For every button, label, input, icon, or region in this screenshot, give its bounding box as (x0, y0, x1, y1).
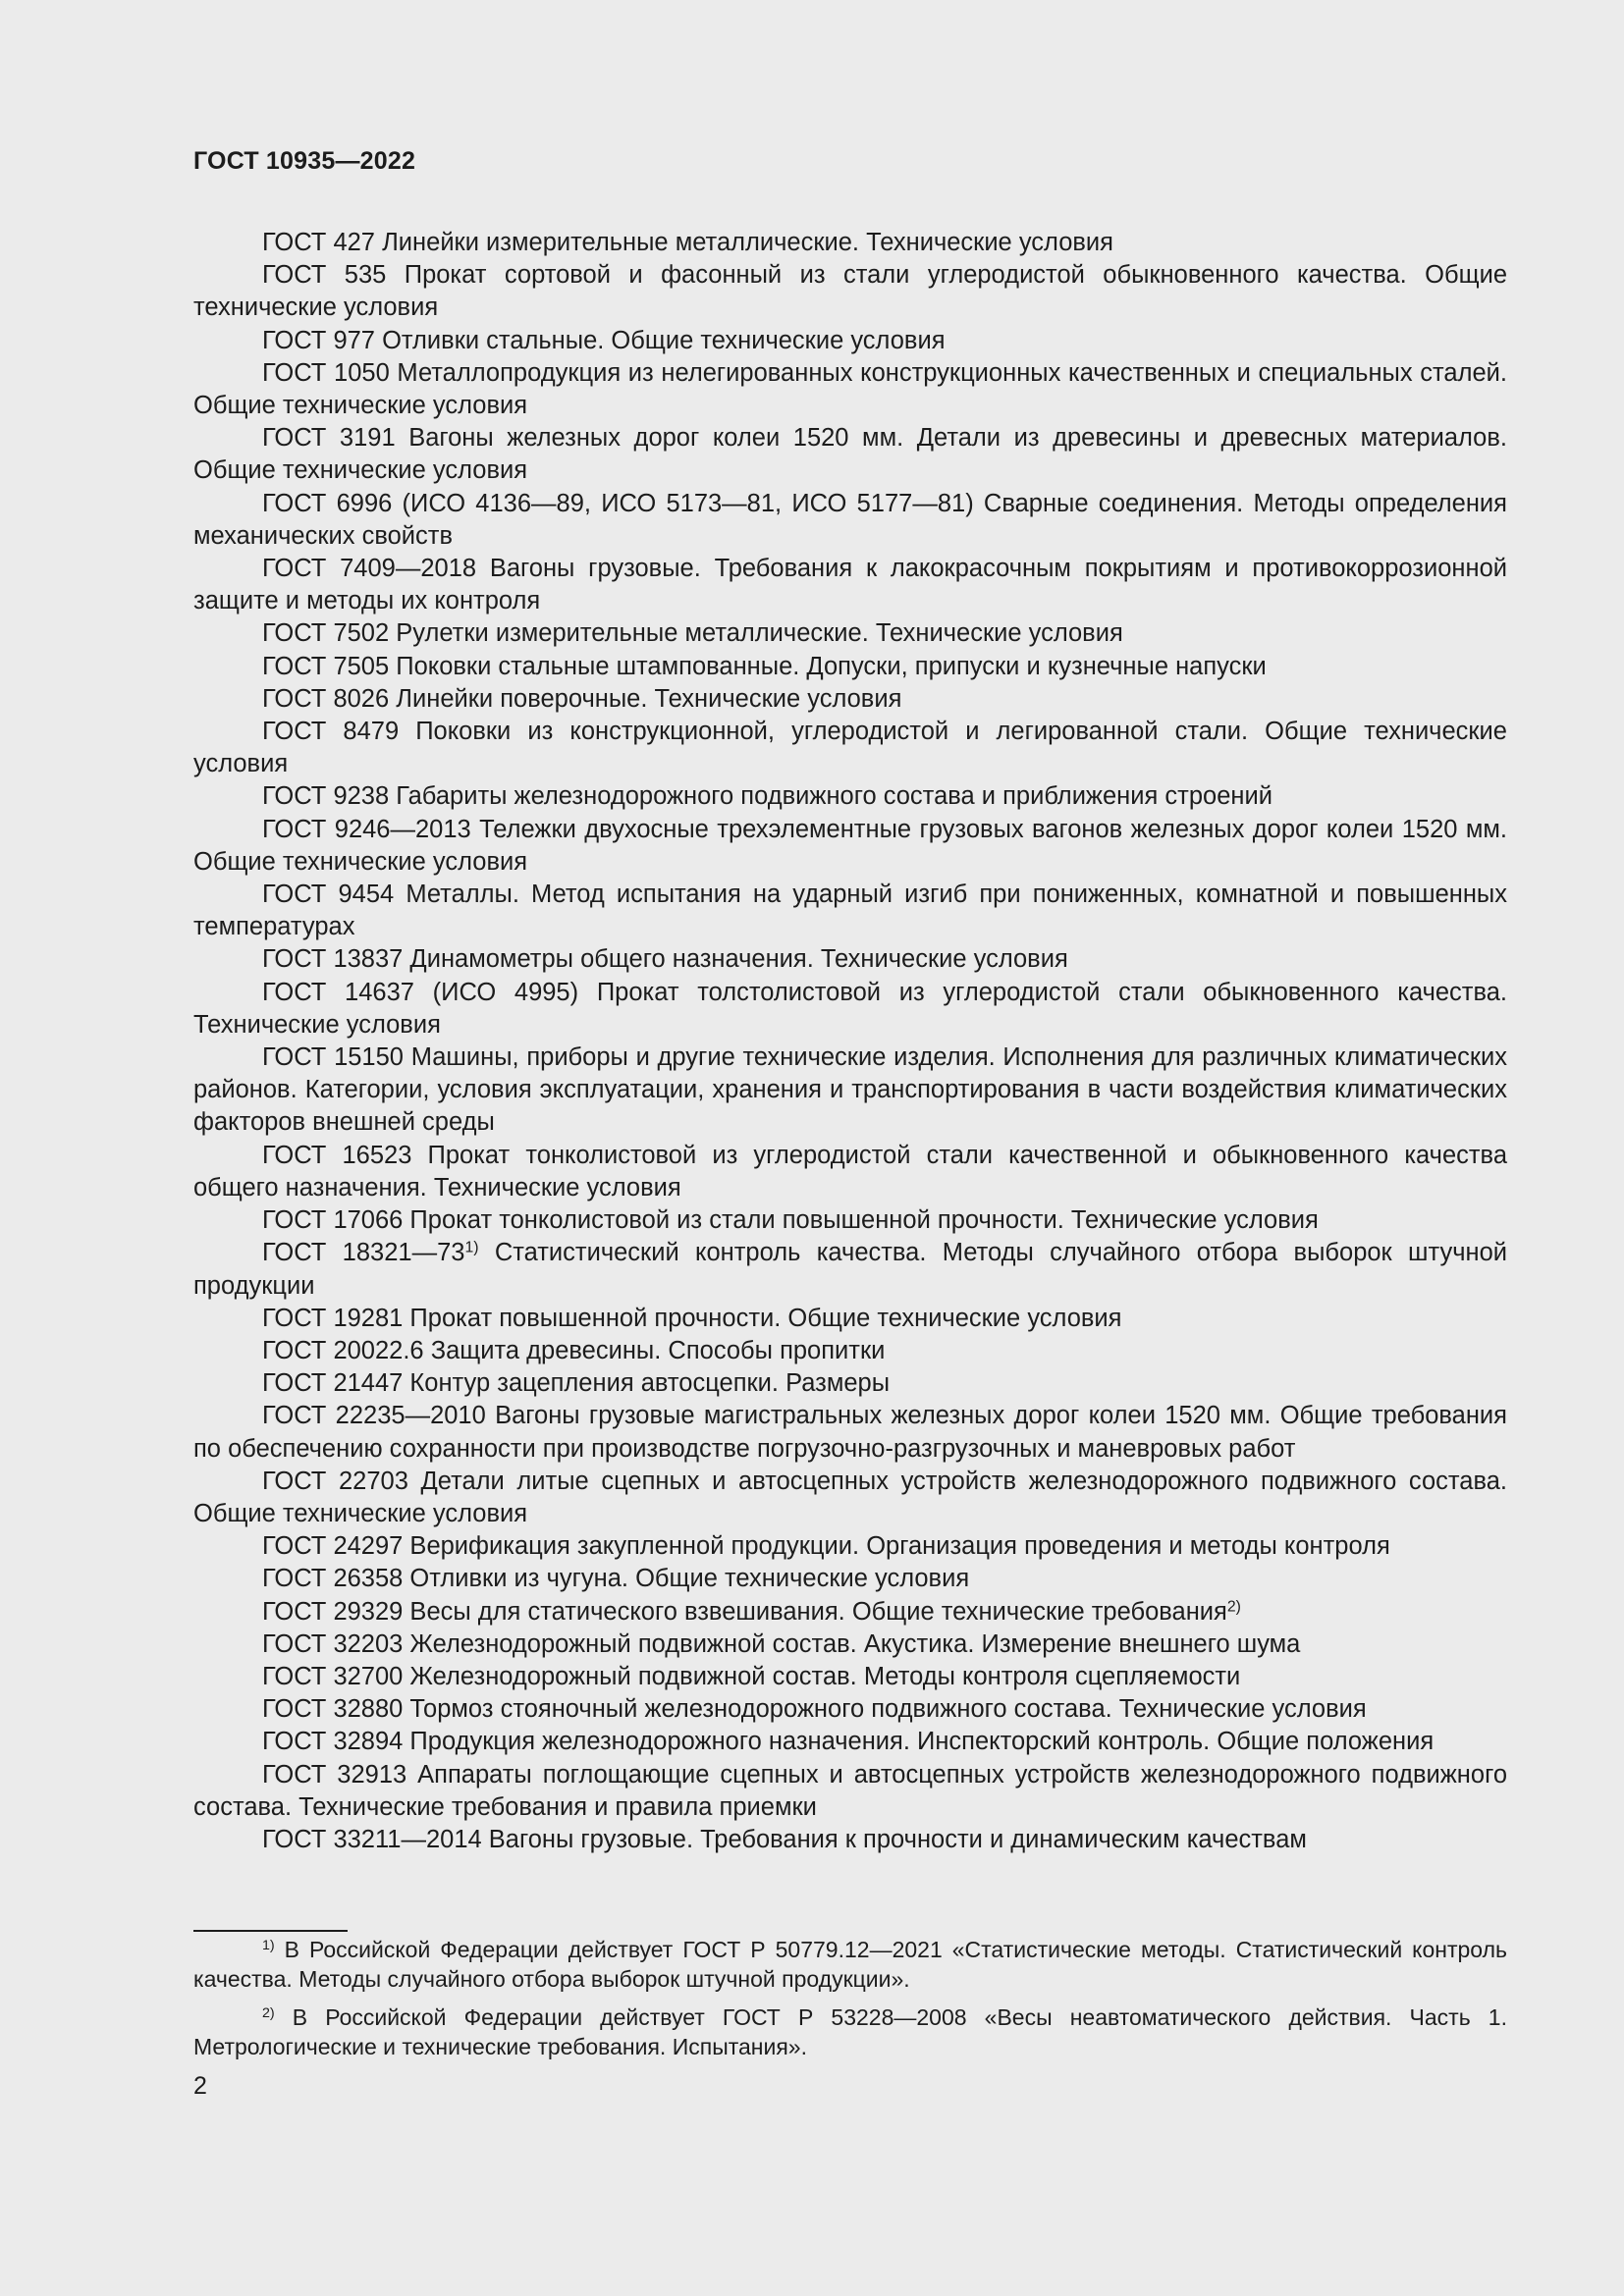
footnote-ref-marker[interactable]: 2) (1226, 1597, 1241, 1615)
reference-code: ГОСТ 18321—73 (262, 1239, 465, 1267)
reference-item: ГОСТ 9238 Габариты железнодорожного подвижного состава и приближения строений (262, 782, 1272, 811)
reference-item: ГОСТ 21447 Контур зацепления автосцепки. Размеры (262, 1369, 891, 1398)
reference-item: ГОСТ 977 Отливки стальные. Общие технические условия (262, 326, 946, 354)
reference-item: ГОСТ 6996 (ИСО 4136—89, ИСО 5173—81, ИСО 5177—81) Сварные соединения. Методы определения механических свойств (193, 489, 1507, 550)
reference-item (193, 1237, 1507, 1302)
reference-item: ГОСТ 9454 Металлы. Метод испытания на ударный изгиб при пониженных, комнатной и повышенных температурах (193, 881, 1507, 941)
reference-item: ГОСТ 32913 Аппараты поглощающие сцепных и автосцепных устройств железнодорожного подвижного состава. Технические требования и правила приемки (193, 1760, 1507, 1821)
page-header: ГОСТ 10935—2022 (193, 147, 416, 175)
reference-item: ГОСТ 427 Линейки измерительные металлические. Технические условия (262, 229, 1113, 256)
normative-references (193, 227, 1507, 1856)
reference-item: ГОСТ 7505 Поковки стальные штампованные. Допуски, припуски и кузнечные напуски (262, 652, 1267, 680)
footnotes (193, 1935, 1507, 2070)
reference-item: ГОСТ 7502 Рулетки измерительные металлические. Технические условия (262, 619, 1123, 648)
reference-item: ГОСТ 16523 Прокат тонколистовой из углеродистой стали качественной и обыкновенного качества общего назначения. Технические условия (193, 1141, 1507, 1201)
reference-item: ГОСТ 3191 Вагоны железных дорог колеи 1520 мм. Детали из древесины и древесных материалов. Общие технические условия (193, 424, 1507, 485)
footnote (193, 1935, 1507, 1994)
page-number: 2 (193, 2072, 207, 2100)
reference-item: ГОСТ 32700 Железнодорожный подвижной состав. Методы контроля сцепляемости (262, 1662, 1241, 1690)
reference-title: ГОСТ 29329 Весы для статического взвешивания. Общие технические требования (262, 1597, 1227, 1626)
reference-item: ГОСТ 14637 (ИСО 4995) Прокат толстолистовой из углеродистой стали обыкновенного качества. Технические условия (193, 978, 1507, 1039)
reference-item: ГОСТ 1050 Металлопродукция из нелегированных конструкционных качественных и специальных сталей. Общие технические условия (193, 358, 1507, 420)
reference-item: ГОСТ 8479 Поковки из конструкционной, углеродистой и легированной стали. Общие технические условия (193, 718, 1507, 778)
reference-item: ГОСТ 33211—2014 Вагоны грузовые. Требования к прочности и динамическим качествам (262, 1825, 1307, 1853)
reference-item: ГОСТ 24297 Верификация закупленной продукции. Организация проведения и методы контроля (262, 1532, 1390, 1561)
footnote-marker: 1) (262, 1938, 275, 1954)
reference-item: ГОСТ 8026 Линейки поверочные. Технические условия (262, 684, 902, 713)
reference-item: ГОСТ 19281 Прокат повышенной прочности. Общие технические условия (262, 1304, 1122, 1332)
reference-item: ГОСТ 15150 Машины, приборы и другие технические изделия. Исполнения для различных климатических районов. Категории, условия эксплуатации, хранения и транспортирования в части воздействия климатических факторов внешней среды (193, 1043, 1507, 1137)
reference-item: ГОСТ 32880 Тормоз стояночный железнодорожного подвижного состава. Технические условия (262, 1695, 1367, 1724)
footnote-text: В Российской Федерации действует ГОСТ Р 53228—2008 «Весы неавтоматического действия. Часть 1. Метрологические и технические требования. Испытания». (193, 2004, 1507, 2059)
footnote-ref-marker[interactable]: 1) (464, 1239, 479, 1256)
footnote (193, 2002, 1507, 2061)
reference-item (193, 1596, 1507, 1629)
reference-item: ГОСТ 17066 Прокат тонколистовой из стали повышенной прочности. Технические условия (262, 1206, 1319, 1235)
reference-item: ГОСТ 22235—2010 Вагоны грузовые магистральных железных дорог колеи 1520 мм. Общие требования по обеспечению сохранности при производстве погрузочно-разгрузочных и маневровых работ (193, 1402, 1507, 1463)
reference-item: ГОСТ 32894 Продукция железнодорожного назначения. Инспекторский контроль. Общие положения (262, 1728, 1435, 1756)
reference-item: ГОСТ 535 Прокат сортовой и фасонный из стали углеродистой обыкновенного качества. Общие технические условия (193, 261, 1507, 322)
reference-item: ГОСТ 26358 Отливки из чугуна. Общие технические условия (262, 1565, 970, 1593)
reference-title: Статистический контроль качества. Методы случайного отбора выборок штучной продукции (193, 1239, 1507, 1300)
reference-item: ГОСТ 9246—2013 Тележки двухосные трехэлементные грузовых вагонов железных дорог колеи 1520 мм. Общие технические условия (193, 815, 1507, 876)
reference-item: ГОСТ 22703 Детали литые сцепных и автосцепных устройств железнодорожного подвижного состава. Общие технические условия (193, 1467, 1507, 1527)
reference-item: ГОСТ 32203 Железнодорожный подвижной состав. Акустика. Измерение внешнего шума (262, 1629, 1301, 1658)
footnote-text: В Российской Федерации действует ГОСТ Р 50779.12—2021 «Статистические методы. Статистический контроль качества. Методы случайного отбора выборок штучной продукции». (193, 1937, 1507, 1992)
reference-item: ГОСТ 7409—2018 Вагоны грузовые. Требования к лакокрасочным покрытиям и противокоррозионной защите и методы их контроля (193, 555, 1507, 615)
reference-item: ГОСТ 20022.6 Защита древесины. Способы пропитки (262, 1336, 886, 1364)
reference-item: ГОСТ 13837 Динамометры общего назначения. Технические условия (262, 945, 1068, 974)
footnote-marker: 2) (262, 2005, 275, 2022)
footnote-divider (193, 1930, 348, 1932)
